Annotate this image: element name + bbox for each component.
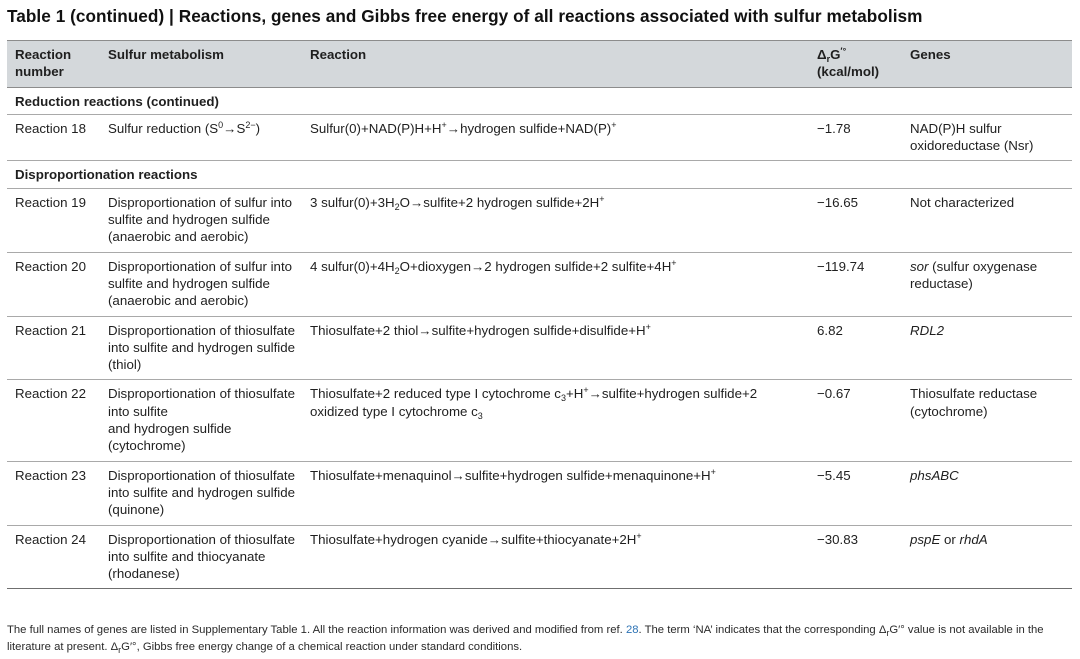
- text-segment: 0: [218, 119, 224, 130]
- header-dg-unit: (kcal/mol): [817, 64, 880, 80]
- text-segment: Sulfur reduction (S: [108, 120, 219, 136]
- text-segment: O→sulfite+2 hydrogen sulfide+2H: [399, 194, 600, 210]
- text-segment: . The term ‘NA’ indicates that the corresponding Δ: [638, 624, 887, 636]
- text-segment: G′°, Gibbs free energy change of a chemical reaction under standard conditions.: [121, 641, 523, 653]
- text-segment: +: [583, 385, 589, 396]
- text-segment: +: [611, 119, 617, 130]
- section-label: Disproportionation reactions: [7, 161, 1072, 188]
- sulfur-metabolism-cell: [100, 461, 302, 525]
- text-segment: →S: [223, 120, 246, 136]
- text-segment: Disproportionation of sulfur into sulfite and hydrogen sulfide (anaerobic and aerobic): [108, 258, 293, 309]
- gibbs-energy-cell: −0.67: [809, 380, 902, 461]
- text-segment: +H: [565, 386, 584, 402]
- table-row: [7, 316, 1072, 380]
- text-segment: Disproportionation of sulfur into sulfite and hydrogen sulfide (anaerobic and aerobic): [108, 194, 293, 245]
- genes-cell: [902, 114, 1072, 161]
- text-segment: G′° value is not available in the literature at present. Δ: [7, 624, 1044, 653]
- sulfur-metabolism-cell: [100, 114, 302, 161]
- reaction-equation-cell: [302, 188, 809, 252]
- text-segment: r: [886, 628, 890, 638]
- header-reaction-number: [7, 41, 100, 88]
- genes-cell: [902, 252, 1072, 316]
- table-row: [7, 380, 1072, 461]
- text-segment: 4 sulfur(0)+4H: [310, 258, 395, 274]
- header-reaction-number-line2: number: [15, 64, 64, 80]
- text-segment: pspE: [910, 531, 941, 547]
- reaction-equation-cell: [302, 114, 809, 161]
- sulfur-metabolism-cell: [100, 525, 302, 589]
- gibbs-energy-cell: −30.83: [809, 525, 902, 589]
- text-segment: Disproportionation of thiosulfate into sulfite and thiocyanate (rhodanese): [108, 531, 296, 582]
- section-header-row: [7, 161, 1072, 188]
- genes-cell: [902, 188, 1072, 252]
- text-segment: 3: [477, 410, 483, 421]
- genes-cell: [902, 461, 1072, 525]
- text-segment: +: [636, 530, 642, 541]
- table-title: Table 1 (continued) | Reactions, genes and Gibbs free energy of all reactions associated with sulfur metabolism: [7, 6, 923, 26]
- gibbs-energy-cell: 6.82: [809, 316, 902, 380]
- table-row: [7, 114, 1072, 161]
- table-row: [7, 188, 1072, 252]
- reaction-equation-cell: [302, 380, 809, 461]
- text-segment: Thiosulfate+hydrogen cyanide→sulfite+thiocyanate+2H: [310, 531, 637, 547]
- text-segment: sor: [910, 258, 929, 274]
- text-segment: ): [255, 120, 261, 136]
- table-row: [7, 461, 1072, 525]
- text-segment: Thiosulfate+2 thiol→sulfite+hydrogen sulfide+disulfide+H: [310, 322, 646, 338]
- reaction-number-cell: Reaction 21: [7, 316, 100, 380]
- header-sulfur-metabolism: Sulfur metabolism: [100, 41, 302, 88]
- text-segment: +: [671, 257, 677, 268]
- reaction-equation-cell: [302, 461, 809, 525]
- section-label: Reduction reactions (continued): [7, 87, 1072, 114]
- header-genes: Genes: [902, 41, 1072, 88]
- text-segment: Disproportionation of thiosulfate into sulfite: [108, 386, 296, 419]
- table-header-row: [7, 41, 1072, 88]
- reaction-equation-cell: [302, 316, 809, 380]
- text-segment: r: [118, 645, 122, 655]
- header-dg-main: G: [830, 47, 841, 62]
- header-reaction-number-line1: Reaction: [15, 47, 72, 62]
- gibbs-energy-cell: −1.78: [809, 114, 902, 161]
- table-row: [7, 525, 1072, 589]
- text-segment: →hydrogen sulfide+NAD(P): [446, 120, 612, 136]
- reaction-number-cell: Reaction 23: [7, 461, 100, 525]
- text-segment: 2−: [245, 119, 256, 130]
- text-segment: +: [710, 466, 716, 477]
- text-segment: 3: [560, 393, 566, 404]
- header-dg-symbol: Δ: [817, 47, 827, 62]
- text-segment: Thiosulfate+menaquinol→sulfite+hydrogen sulfide+menaquinone+H: [310, 467, 711, 483]
- table-footnote: [7, 622, 1075, 656]
- text-segment: Thiosulfate reductase (cytochrome): [910, 386, 1038, 419]
- header-dg-sub: r: [826, 54, 831, 64]
- reaction-number-cell: Reaction 20: [7, 252, 100, 316]
- gibbs-energy-cell: −119.74: [809, 252, 902, 316]
- gibbs-energy-cell: −5.45: [809, 461, 902, 525]
- table-body: [7, 87, 1072, 589]
- text-segment: O+dioxygen→2 hydrogen sulfide+2 sulfite+4H: [399, 258, 672, 274]
- genes-cell: [902, 525, 1072, 589]
- text-segment: or: [940, 531, 960, 547]
- reactions-table: [7, 40, 1072, 589]
- reaction-equation-cell: [302, 252, 809, 316]
- text-segment: The full names of genes are listed in Supplementary Table 1. All the reaction information was derived and modified from ref.: [7, 624, 626, 636]
- text-segment: Disproportionation of thiosulfate into sulfite and hydrogen sulfide (quinone): [108, 467, 296, 518]
- header-dg-sup: ′°: [840, 46, 847, 56]
- text-segment: (sulfur oxygenase reductase): [910, 258, 1038, 291]
- text-segment: Not characterized: [910, 194, 1015, 210]
- text-segment: RDL2: [910, 322, 944, 338]
- reaction-number-cell: Reaction 19: [7, 188, 100, 252]
- reaction-number-cell: Reaction 24: [7, 525, 100, 589]
- text-segment: Sulfur(0)+NAD(P)H+H: [310, 120, 442, 136]
- genes-cell: [902, 380, 1072, 461]
- reaction-number-cell: Reaction 22: [7, 380, 100, 461]
- sulfur-metabolism-cell: [100, 316, 302, 380]
- sulfur-metabolism-cell: [100, 380, 302, 461]
- section-header-row: [7, 87, 1072, 114]
- sulfur-metabolism-cell: [100, 252, 302, 316]
- genes-cell: [902, 316, 1072, 380]
- text-segment: +: [645, 321, 651, 332]
- text-segment: phsABC: [910, 467, 959, 483]
- sulfur-metabolism-cell: [100, 188, 302, 252]
- text-segment: NAD(P)H sulfur oxidoreductase (Nsr): [910, 120, 1034, 154]
- text-segment: rhdA: [959, 531, 988, 547]
- reaction-number-cell: Reaction 18: [7, 114, 100, 161]
- reference-link[interactable]: 28: [625, 624, 639, 636]
- text-segment: Thiosulfate+2 reduced type I cytochrome c: [310, 386, 561, 402]
- reaction-equation-cell: [302, 525, 809, 589]
- text-segment: Disproportionation of thiosulfate into sulfite and hydrogen sulfide (thiol): [108, 322, 296, 373]
- text-segment: and hydrogen sulfide (cytochrome): [108, 421, 232, 454]
- text-segment: →sulfite+hydrogen sulfide+2 oxidized type I cytochrome c: [310, 386, 758, 419]
- header-reaction: Reaction: [302, 41, 809, 88]
- text-segment: 2: [394, 265, 400, 276]
- text-segment: 3 sulfur(0)+3H: [310, 194, 395, 210]
- text-segment: 2: [394, 201, 400, 212]
- text-segment: +: [599, 193, 605, 204]
- header-gibbs-energy: [809, 41, 902, 88]
- text-segment: +: [441, 119, 447, 130]
- table-row: [7, 252, 1072, 316]
- gibbs-energy-cell: −16.65: [809, 188, 902, 252]
